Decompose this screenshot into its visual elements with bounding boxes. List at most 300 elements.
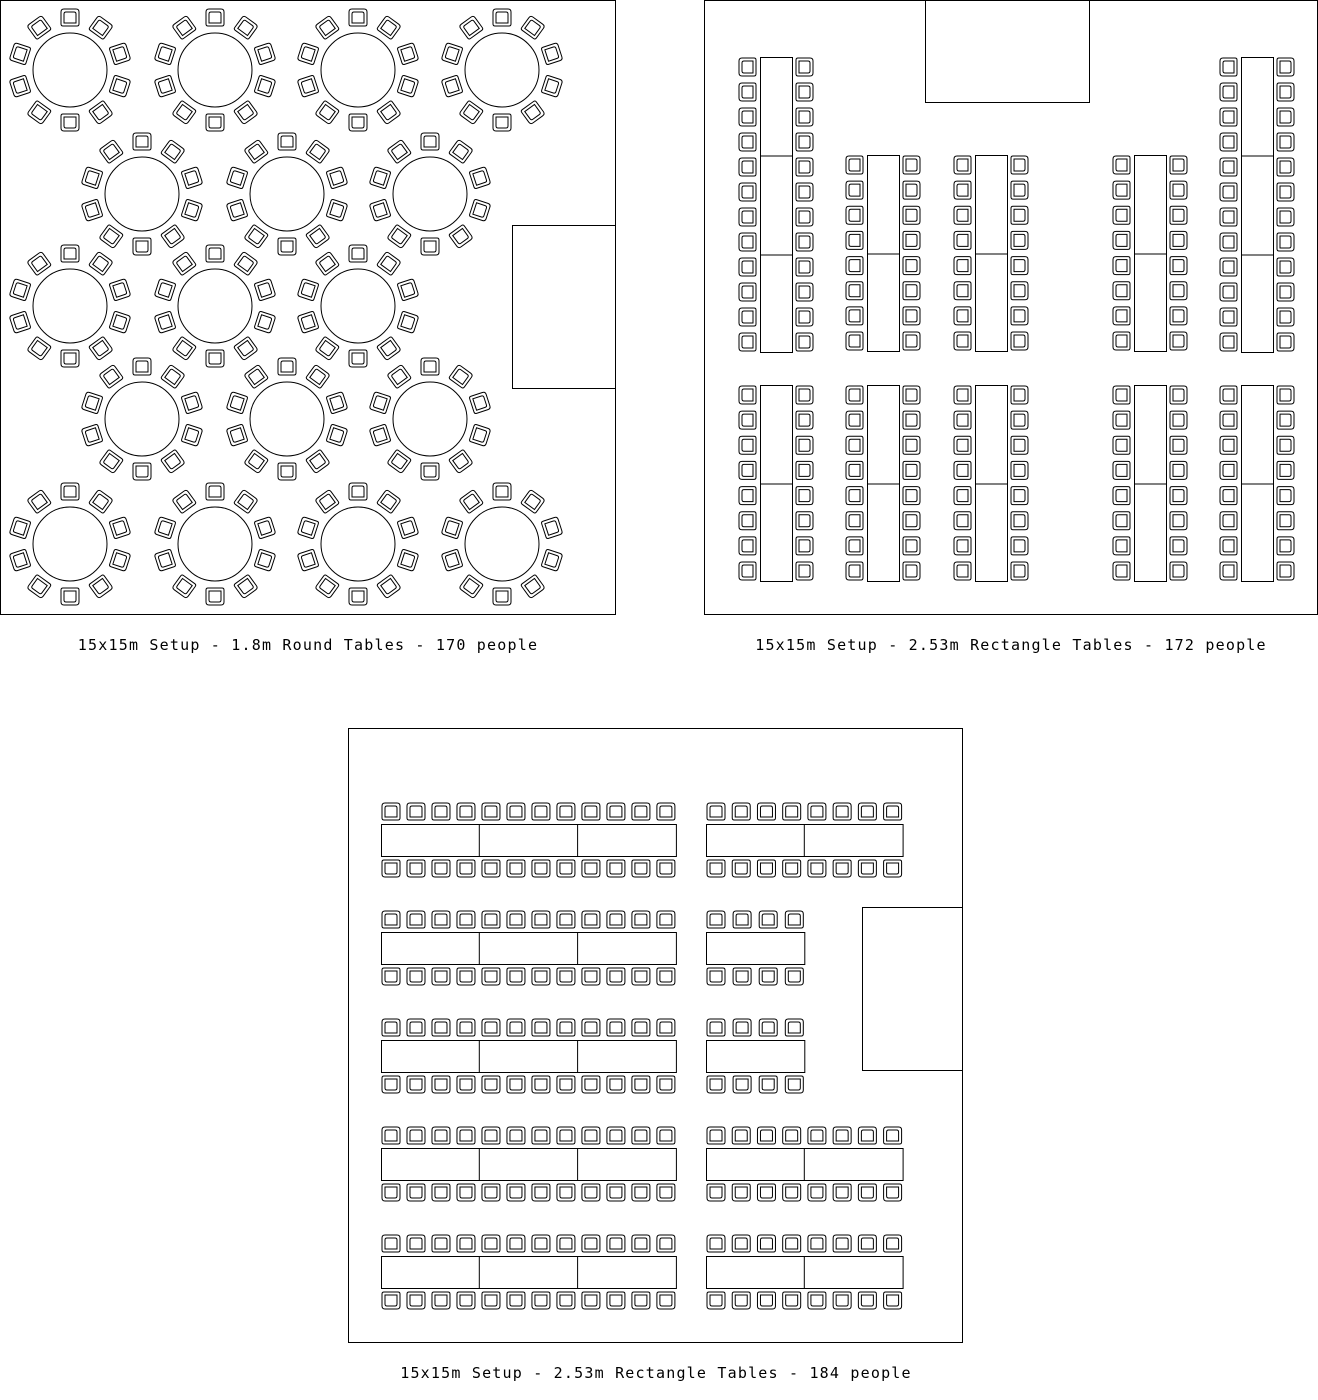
chair — [154, 75, 176, 97]
chair — [532, 911, 550, 928]
chair — [482, 1184, 500, 1201]
chair — [306, 224, 331, 248]
chair — [532, 968, 550, 985]
round-table — [226, 358, 348, 480]
chair — [1220, 208, 1237, 226]
chair — [1170, 282, 1187, 300]
chair — [739, 333, 756, 351]
chair — [421, 463, 439, 480]
round-table-top — [465, 507, 539, 581]
chair — [1220, 133, 1237, 151]
chair — [632, 1019, 650, 1036]
chair — [89, 574, 114, 598]
chair — [254, 311, 276, 333]
chair — [1220, 283, 1237, 301]
chair — [1011, 282, 1028, 300]
chair — [1113, 487, 1130, 505]
chair — [846, 181, 863, 199]
chair — [1113, 156, 1130, 174]
chair — [482, 1292, 500, 1309]
chair — [657, 911, 675, 928]
chair — [493, 483, 511, 500]
chair — [783, 803, 801, 820]
chair — [796, 58, 813, 76]
chair — [532, 1235, 550, 1252]
chair — [954, 411, 971, 429]
chair — [858, 1292, 876, 1309]
chair — [739, 233, 756, 251]
chair — [387, 364, 412, 388]
chair — [884, 803, 902, 820]
chair — [407, 860, 425, 877]
chair — [757, 1292, 775, 1309]
chair — [582, 1127, 600, 1144]
chair — [154, 517, 176, 539]
chair — [172, 251, 197, 275]
chair — [226, 424, 248, 446]
chair — [297, 43, 319, 65]
chair — [532, 860, 550, 877]
chair — [582, 803, 600, 820]
chair — [1170, 537, 1187, 555]
chair — [133, 238, 151, 255]
chair — [858, 1127, 876, 1144]
chair — [607, 1127, 625, 1144]
chair — [306, 364, 331, 388]
chair — [206, 588, 224, 605]
chair — [1277, 158, 1294, 176]
chair — [707, 1235, 725, 1252]
chair — [161, 364, 186, 388]
chair — [739, 308, 756, 326]
chair — [109, 75, 131, 97]
chair — [1277, 58, 1294, 76]
chair — [954, 181, 971, 199]
round-table-top — [250, 157, 324, 231]
chair — [1113, 282, 1130, 300]
chair — [1113, 411, 1130, 429]
chair — [407, 1184, 425, 1201]
chair — [1277, 461, 1294, 479]
chair — [1170, 487, 1187, 505]
chair — [903, 436, 920, 454]
chair — [846, 307, 863, 325]
chair — [757, 1184, 775, 1201]
chair — [739, 461, 756, 479]
chair — [1277, 183, 1294, 201]
chair — [377, 574, 402, 598]
chair — [457, 968, 475, 985]
chair — [796, 512, 813, 530]
round-table — [9, 9, 131, 131]
chair — [457, 1076, 475, 1093]
chair — [507, 1184, 525, 1201]
round-table-top — [393, 157, 467, 231]
round-table-top — [33, 507, 107, 581]
chair — [109, 43, 131, 65]
chair — [457, 860, 475, 877]
chair — [297, 311, 319, 333]
chair — [441, 549, 463, 571]
chair — [796, 133, 813, 151]
chair — [369, 167, 391, 189]
chair — [903, 512, 920, 530]
chair — [707, 1019, 725, 1036]
chair — [833, 860, 851, 877]
chair — [1011, 461, 1028, 479]
chair — [657, 968, 675, 985]
caption-round-tables: 15x15m Setup - 1.8m Round Tables - 170 people — [77, 636, 539, 654]
chair — [254, 279, 276, 301]
chair — [657, 1235, 675, 1252]
chair — [557, 1235, 575, 1252]
chair — [459, 574, 484, 598]
chair — [833, 803, 851, 820]
chair — [707, 968, 725, 985]
chair — [759, 968, 777, 985]
chair — [27, 336, 52, 360]
chair — [254, 549, 276, 571]
chair — [833, 1127, 851, 1144]
rectangle-table-row — [382, 1127, 677, 1201]
chair — [1220, 233, 1237, 251]
chair — [607, 1292, 625, 1309]
chair — [1113, 562, 1130, 580]
chair — [109, 311, 131, 333]
chair — [349, 350, 367, 367]
chair — [459, 489, 484, 513]
chair — [244, 139, 269, 163]
chair — [1170, 206, 1187, 224]
chair — [254, 75, 276, 97]
round-table — [369, 133, 491, 255]
chair — [785, 1019, 803, 1036]
chair — [607, 1184, 625, 1201]
chair — [521, 574, 546, 598]
chair — [796, 283, 813, 301]
chair — [541, 75, 563, 97]
chair — [954, 537, 971, 555]
chair — [1170, 231, 1187, 249]
chair — [206, 245, 224, 262]
chair — [532, 1184, 550, 1201]
chair — [457, 1184, 475, 1201]
chair — [783, 860, 801, 877]
chair — [161, 224, 186, 248]
chair — [582, 1184, 600, 1201]
round-table — [81, 358, 203, 480]
chair — [954, 231, 971, 249]
chair — [733, 968, 751, 985]
chair — [109, 517, 131, 539]
chair — [582, 1235, 600, 1252]
chair — [1220, 537, 1237, 555]
chair — [469, 424, 491, 446]
chair — [796, 386, 813, 404]
chair — [1170, 386, 1187, 404]
chair — [657, 860, 675, 877]
chair — [732, 1292, 750, 1309]
chair — [808, 803, 826, 820]
caption-rectangle-rows: 15x15m Setup - 2.53m Rectangle Tables - 184 people — [400, 1364, 912, 1382]
chair — [181, 167, 203, 189]
chair — [1220, 333, 1237, 351]
chair — [846, 411, 863, 429]
chair — [607, 1019, 625, 1036]
chair — [757, 1127, 775, 1144]
chair — [432, 1235, 450, 1252]
chair — [27, 574, 52, 598]
round-table — [297, 483, 419, 605]
chair — [61, 483, 79, 500]
chair — [833, 1235, 851, 1252]
chair — [858, 860, 876, 877]
chair — [326, 199, 348, 221]
chair — [382, 1235, 400, 1252]
chair — [632, 1184, 650, 1201]
chair — [172, 100, 197, 124]
chair — [1113, 231, 1130, 249]
round-table — [441, 9, 563, 131]
chair — [757, 1235, 775, 1252]
rectangle-table-row — [382, 911, 677, 985]
chair — [1011, 512, 1028, 530]
chair — [796, 208, 813, 226]
chair — [407, 911, 425, 928]
chair — [884, 860, 902, 877]
rectangle-table-column — [954, 156, 1028, 352]
chair — [1011, 156, 1028, 174]
chair — [9, 279, 31, 301]
chair — [1277, 333, 1294, 351]
chair — [387, 139, 412, 163]
chair — [482, 803, 500, 820]
chair — [796, 83, 813, 101]
chair — [632, 1235, 650, 1252]
chair — [27, 489, 52, 513]
chair — [632, 911, 650, 928]
chair — [482, 1076, 500, 1093]
chair — [459, 100, 484, 124]
chair — [739, 58, 756, 76]
round-table — [9, 483, 131, 605]
chair — [785, 911, 803, 928]
chair — [407, 803, 425, 820]
chair — [457, 1292, 475, 1309]
chair — [397, 549, 419, 571]
chair — [521, 100, 546, 124]
chair — [493, 9, 511, 26]
chair — [557, 1076, 575, 1093]
round-table — [297, 245, 419, 367]
chair — [421, 238, 439, 255]
chair — [369, 392, 391, 414]
chair — [903, 257, 920, 275]
chair — [796, 183, 813, 201]
chair — [482, 1127, 500, 1144]
rectangle-table-row — [382, 1019, 677, 1093]
chair — [377, 100, 402, 124]
chair — [181, 199, 203, 221]
chair — [657, 803, 675, 820]
chair — [382, 860, 400, 877]
chair — [278, 133, 296, 150]
chair — [1113, 332, 1130, 350]
chair — [785, 968, 803, 985]
chair — [349, 245, 367, 262]
chair — [739, 562, 756, 580]
stage-area — [926, 1, 1090, 103]
chair — [1170, 307, 1187, 325]
chair — [457, 803, 475, 820]
chair — [161, 449, 186, 473]
round-table-top — [105, 157, 179, 231]
chair — [903, 231, 920, 249]
chair — [1220, 562, 1237, 580]
chair — [1277, 108, 1294, 126]
chair — [172, 489, 197, 513]
chair — [315, 251, 340, 275]
chair — [61, 245, 79, 262]
chair — [81, 392, 103, 414]
chair — [133, 463, 151, 480]
chair — [796, 411, 813, 429]
chair — [382, 968, 400, 985]
chair — [783, 1184, 801, 1201]
chair — [1220, 308, 1237, 326]
chair — [315, 336, 340, 360]
chair — [154, 311, 176, 333]
chair — [739, 386, 756, 404]
chair — [1113, 436, 1130, 454]
chair — [27, 251, 52, 275]
chair — [783, 1127, 801, 1144]
chair — [226, 167, 248, 189]
chair — [407, 968, 425, 985]
chair — [507, 1127, 525, 1144]
chair — [858, 1184, 876, 1201]
chair — [1220, 512, 1237, 530]
chair — [469, 199, 491, 221]
rectangle-table-column — [739, 58, 813, 353]
chair — [469, 167, 491, 189]
chair — [1277, 258, 1294, 276]
chair — [808, 1184, 826, 1201]
chair — [903, 282, 920, 300]
chair — [315, 574, 340, 598]
chair — [739, 512, 756, 530]
chair — [1113, 386, 1130, 404]
chair — [707, 1076, 725, 1093]
chair — [1113, 257, 1130, 275]
chair — [632, 803, 650, 820]
chair — [1277, 487, 1294, 505]
chair — [657, 1019, 675, 1036]
chair — [457, 1019, 475, 1036]
chair — [507, 911, 525, 928]
chair — [61, 588, 79, 605]
chair — [432, 911, 450, 928]
chair — [903, 332, 920, 350]
chair — [9, 517, 31, 539]
chair — [846, 332, 863, 350]
chair — [1220, 183, 1237, 201]
chair — [796, 258, 813, 276]
chair — [846, 461, 863, 479]
round-table-top — [178, 507, 252, 581]
chair — [954, 332, 971, 350]
chair — [1277, 537, 1294, 555]
chair — [432, 1184, 450, 1201]
round-table-top — [178, 269, 252, 343]
chair — [846, 231, 863, 249]
chair — [557, 860, 575, 877]
chair — [382, 803, 400, 820]
chair — [432, 803, 450, 820]
chair — [234, 574, 259, 598]
chair — [1011, 181, 1028, 199]
chair — [234, 100, 259, 124]
chair — [657, 1127, 675, 1144]
chair — [954, 461, 971, 479]
chair — [154, 43, 176, 65]
chair — [482, 1235, 500, 1252]
chair — [154, 549, 176, 571]
chair — [732, 1184, 750, 1201]
chair — [903, 386, 920, 404]
chair — [657, 1184, 675, 1201]
chair — [846, 562, 863, 580]
chair — [1277, 411, 1294, 429]
chair — [421, 358, 439, 375]
chair — [796, 487, 813, 505]
chair — [1170, 512, 1187, 530]
chair — [1277, 83, 1294, 101]
rectangle-table-column — [739, 386, 813, 582]
round-table — [9, 245, 131, 367]
chair — [1170, 156, 1187, 174]
chair — [1113, 181, 1130, 199]
chair — [9, 43, 31, 65]
chair — [1220, 58, 1237, 76]
chair — [739, 183, 756, 201]
chair — [903, 411, 920, 429]
chair — [1011, 206, 1028, 224]
chair — [1170, 181, 1187, 199]
chair — [739, 487, 756, 505]
chair — [739, 436, 756, 454]
chair — [808, 1127, 826, 1144]
chair — [739, 537, 756, 555]
chair — [1277, 436, 1294, 454]
chair — [449, 449, 474, 473]
chair — [89, 15, 114, 39]
chair — [739, 411, 756, 429]
chair — [632, 1127, 650, 1144]
chair — [27, 15, 52, 39]
round-table — [81, 133, 203, 255]
chair — [632, 1292, 650, 1309]
chair — [1220, 487, 1237, 505]
chair — [278, 238, 296, 255]
chair — [315, 489, 340, 513]
chair — [557, 1019, 575, 1036]
chair — [432, 860, 450, 877]
chair — [61, 114, 79, 131]
chair — [109, 279, 131, 301]
chair — [1220, 411, 1237, 429]
chair — [582, 1076, 600, 1093]
